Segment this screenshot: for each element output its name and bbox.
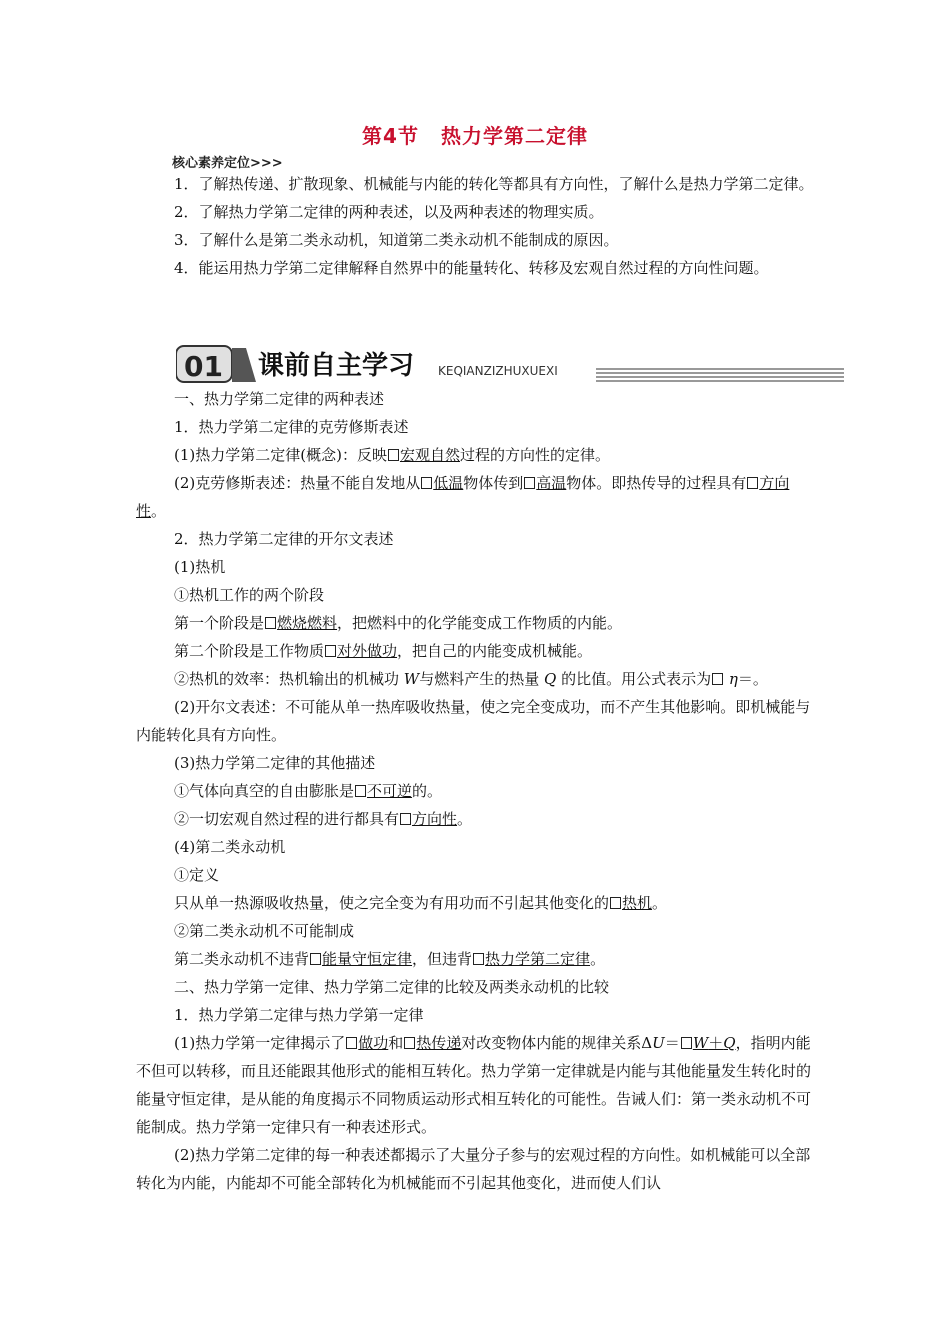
other-description-two: ②一切宏观自然过程的进行都具有 方向性。 <box>174 810 473 828</box>
section-banner <box>176 344 844 384</box>
heat-engine-label: (1)热机 <box>174 558 226 576</box>
first-law-paragraph: (1)热力学第一定律揭示了 做功和 热传递对改变物体内能的规律关系ΔU＝ W＋Q，指明内能不但可以转移，而且还能跟其他形式的能相互转化。热力学第一定律就是内能与其他能量发生转化时的能量守恒定律，是从能的角度揭示不同物质运动形式相互转化的可能性。告诫人们：第一类永动机不可能制成。热力学第一定律只有一种表述形式。 <box>136 1034 812 1136</box>
blank-box <box>421 477 432 489</box>
banner-title: 课前自主学习 <box>258 351 415 381</box>
blank-box <box>712 673 723 685</box>
impossible-label: ②第二类永动机不可能制成 <box>174 922 355 940</box>
page-title <box>0 120 950 149</box>
core-literacy-label: 核心素养定位>>> <box>172 156 283 171</box>
banner-pinyin: KEQIANZIZHUXUEXI <box>438 364 558 378</box>
section-heading: 一、热力学第二定律的两种表述 <box>174 390 385 408</box>
objective-item: 4．能运用热力学第二定律解释自然界中的能量转化、转移及宏观自然过程的方向性问题。 <box>174 259 769 277</box>
blank-box <box>473 953 484 965</box>
impossible-text: 第二类永动机不违背 能量守恒定律，但违背 热力学第二定律。 <box>174 950 606 968</box>
second-law-paragraph: (2)热力学第二定律的每一种表述都揭示了大量分子参与的宏观过程的方向性。如机械能可以全部转化为内能，内能却不可能全部转化为机械能而不引起其他变化，进而使人们认 <box>136 1146 811 1192</box>
objectives-block <box>136 170 816 282</box>
stage-two: 第二个阶段是工作物质 对外做功，把自己的内能变成机械能。 <box>174 642 593 660</box>
kelvin-statement: (2)开尔文表述：不可能从单一热库吸收热量，使之完全变成功，而不产生其他影响。即机械能与内能转化具有方向性。 <box>136 698 811 744</box>
stage-one: 第一个阶段是 燃烧燃料，把燃料中的化学能变成工作物质的内能。 <box>174 614 623 632</box>
blank-box <box>404 1037 415 1049</box>
section-name: 热力学第二定律 <box>440 124 588 148</box>
definition-text: 只从单一热源吸收热量，使之完全变为有用功而不引起其他变化的 热机。 <box>174 894 668 912</box>
objective-item: 1．了解热传递、扩散现象、机械能与内能的转化等都具有方向性，了解什么是热力学第二定律。 <box>174 175 814 193</box>
blank-box <box>681 1037 692 1049</box>
section-one <box>136 385 816 1197</box>
paragraph-clausius: (2)克劳修斯表述：热量不能自发地从 低温物体传到 高温物体。即热传导的过程具有 方向性。 <box>136 474 790 520</box>
blank-box <box>355 785 366 797</box>
blank-box <box>346 1037 357 1049</box>
other-descriptions-label: (3)热力学第二定律的其他描述 <box>174 754 376 772</box>
blank-box <box>325 645 336 657</box>
objective-item: 2．了解热力学第二定律的两种表述，以及两种表述的物理实质。 <box>174 203 604 221</box>
blank-box <box>388 449 399 461</box>
definition-label: ①定义 <box>174 866 220 884</box>
efficiency-paragraph: ②热机的效率：热机输出的机械功 W与燃料产生的热量 Q 的比值。用公式表示为 η＝。 <box>174 670 768 688</box>
blank-box <box>747 477 758 489</box>
blank-box <box>400 813 411 825</box>
section-heading: 二、热力学第一定律、热力学第二定律的比较及两类永动机的比较 <box>174 978 610 996</box>
subheading-clausius: 1．热力学第二定律的克劳修斯表述 <box>174 418 409 436</box>
blank-box <box>524 477 535 489</box>
blank-box <box>610 897 621 909</box>
subheading-comparison: 1．热力学第二定律与热力学第一定律 <box>174 1006 424 1024</box>
perpetual-motion-label: (4)第二类永动机 <box>174 838 286 856</box>
banner-number: 01 <box>184 350 223 383</box>
other-description-one: ①气体向真空的自由膨胀是 不可逆的。 <box>174 782 443 800</box>
objective-item: 3．了解什么是第二类永动机，知道第二类永动机不能制成的原因。 <box>174 231 619 249</box>
blank-box <box>310 953 321 965</box>
section-number: 第4节 <box>362 124 419 148</box>
stages-label: ①热机工作的两个阶段 <box>174 586 325 604</box>
blank-box <box>265 617 276 629</box>
paragraph-concept: (1)热力学第二定律(概念)：反映 宏观自然过程的方向性的定律。 <box>174 446 610 464</box>
subheading-kelvin: 2．热力学第二定律的开尔文表述 <box>174 530 394 548</box>
